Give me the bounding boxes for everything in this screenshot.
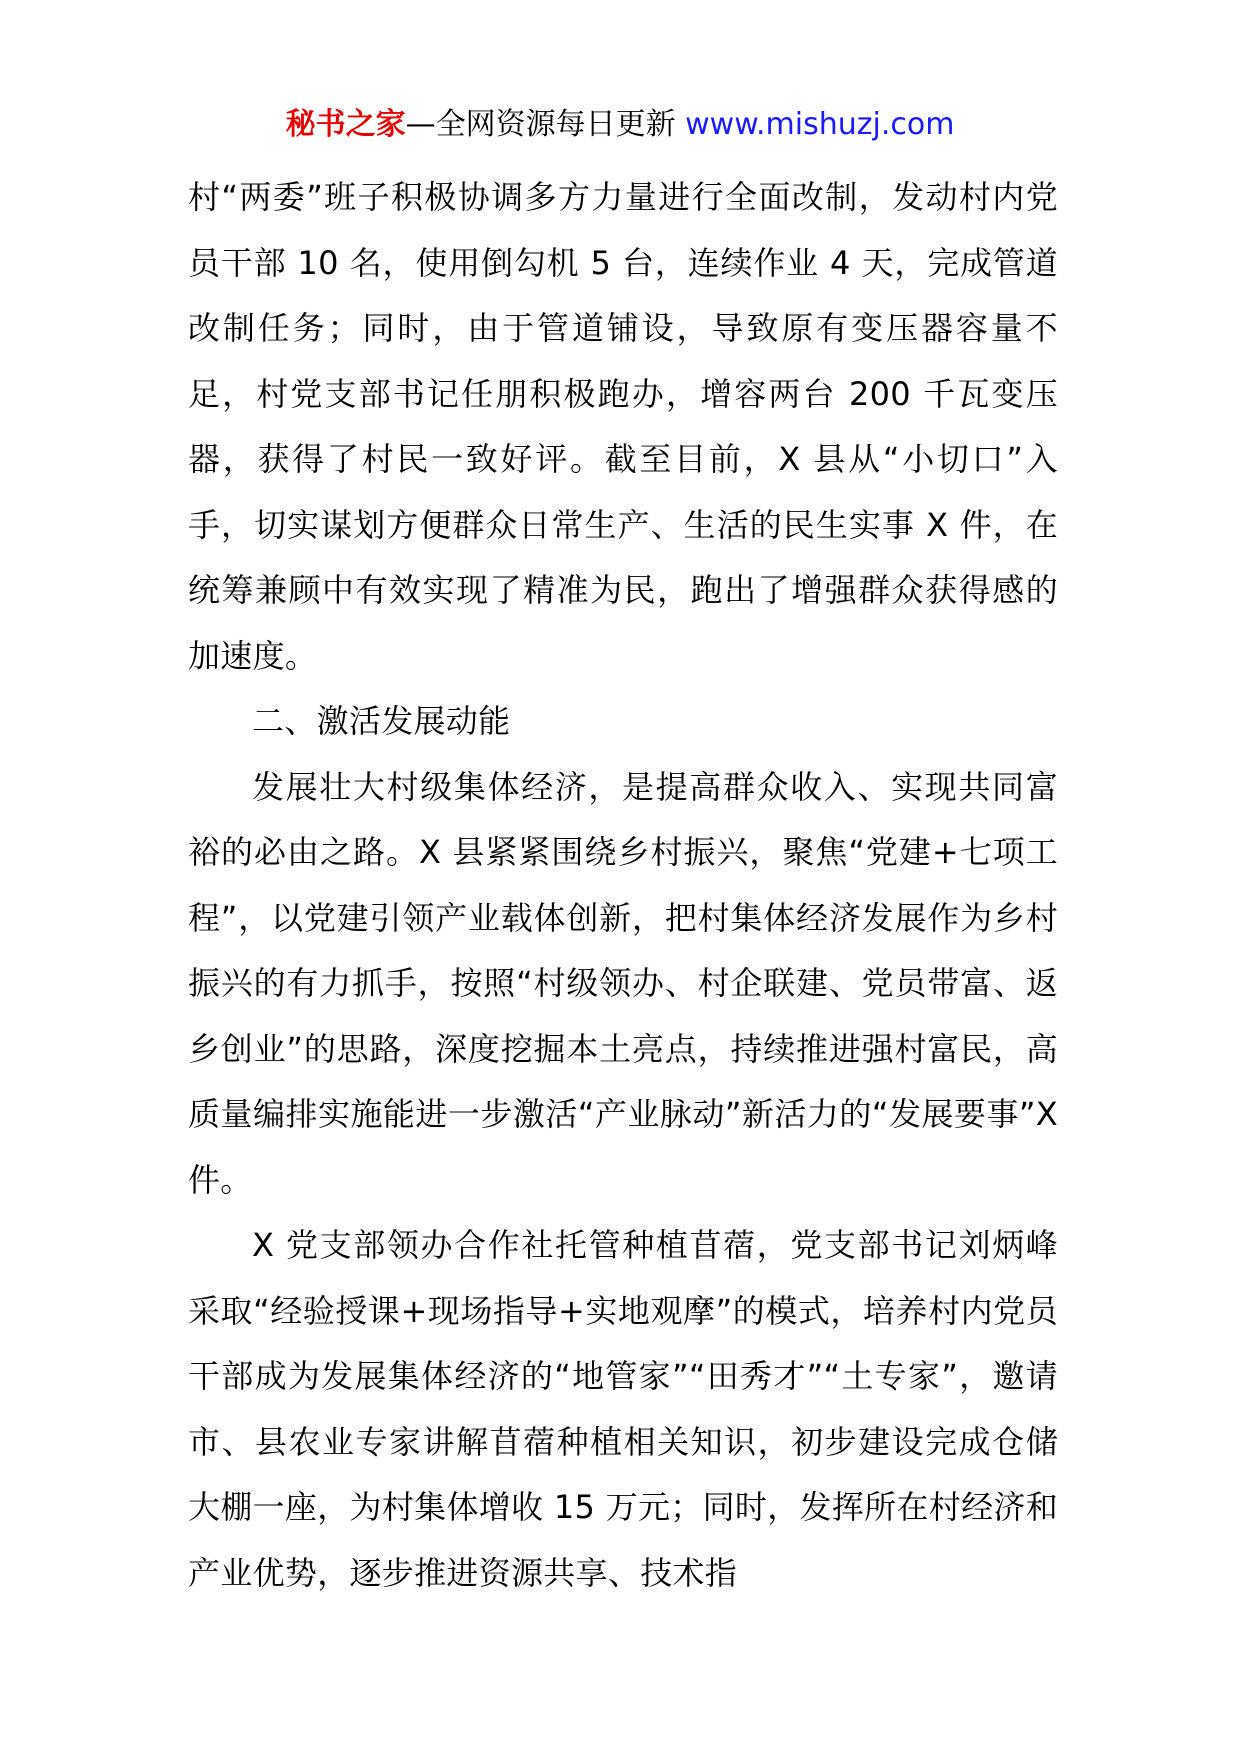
page-header [0,100,1240,150]
paragraph-continuation: 村“两委”班子积极协调多方力量进行全面改制，发动村内党员干部 10 名，使用倒勾机 5 台，连续作业 4 天，完成管道改制任务；同时，由于管道铺设，导致原有变压器容量不足，村党支部书记任朋积极跑办，增容两台 200 千瓦变压器，获得了村民一致好评。截至目前，X 县从“小切口”入手，切实谋划方便群众日常生产、生活的民生实事 X 件，在统筹兼顾中有效实现了精准为民，跑出了增强群众获得感的加速度。 [188,178,1058,675]
header-slogan: —全网资源每日更新 [405,107,686,142]
section-heading: 二、激活发展动能 [252,702,511,740]
paragraph: 发展壮大村级集体经济，是提高群众收入、实现共同富裕的必由之路。X 县紧紧围绕乡村振兴，聚焦“党建+七项工程”，以党建引领产业载体创新，把村集体经济发展作为乡村振兴的有力抓手，按照“村级领办、村企联建、党员带富、返乡创业”的思路，深度挖掘本土亮点，持续推进强村富民，高质量编排实施能进一步激活“产业脉动”新活力的“发展要事”X 件。 [188,767,1058,1199]
document-body [188,165,1058,1606]
header-site-link[interactable]: www.mishuzj.com [685,107,955,142]
header-brand: 秘书之家 [285,107,406,142]
paragraph: X 党支部领办合作社托管种植苜蓿，党支部书记刘炳峰采取“经验授课+现场指导+实地观摩”的模式，培养村内党员干部成为发展集体经济的“地管家”“田秀才”“土专家”，邀请市、县农业专家讲解苜蓿种植相关知识，初步建设完成仓储大棚一座，为村集体增收 15 万元；同时，发挥所在村经济和产业优势，逐步推进资源共享、技术指 [188,1226,1058,1592]
